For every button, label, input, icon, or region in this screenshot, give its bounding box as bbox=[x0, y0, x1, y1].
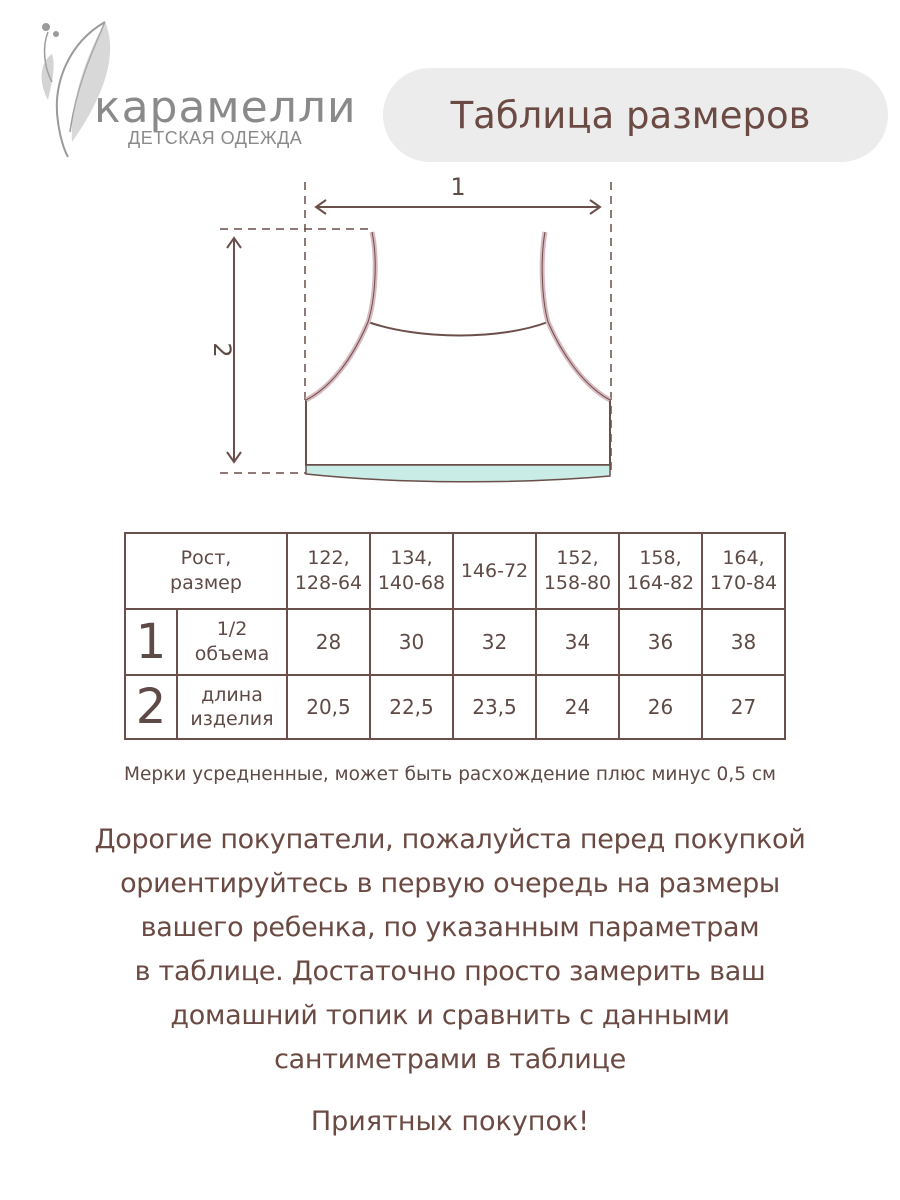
table-cell: 22,5 bbox=[370, 675, 453, 739]
table-cell: 30 bbox=[370, 609, 453, 675]
size-header: 122, 128-64 bbox=[287, 533, 370, 609]
size-header: 158, 164-82 bbox=[619, 533, 702, 609]
table-cell: 23,5 bbox=[453, 675, 536, 739]
table-cell: 34 bbox=[536, 609, 619, 675]
header-row bbox=[125, 533, 785, 609]
size-header: 164, 170-84 bbox=[702, 533, 785, 609]
table-cell: 32 bbox=[453, 609, 536, 675]
table-cell: 26 bbox=[619, 675, 702, 739]
message-line: Дорогие покупатели, пожалуйста перед покупкой bbox=[94, 824, 806, 855]
table-cell: 36 bbox=[619, 609, 702, 675]
size-table bbox=[124, 532, 786, 740]
hem-band bbox=[306, 465, 610, 482]
title-banner bbox=[383, 68, 888, 162]
crop-top-diagram bbox=[200, 160, 640, 500]
corner-header: Рост, размер bbox=[125, 533, 287, 609]
message-line: в таблице. Достаточно просто замерить ваш bbox=[134, 956, 766, 987]
row-label: 1/2 объема bbox=[177, 609, 287, 675]
size-header: 134, 140-68 bbox=[370, 533, 453, 609]
brand-logo bbox=[30, 12, 357, 162]
message-line: домашний топик и сравнить с данными bbox=[170, 1000, 730, 1031]
width-label: 1 bbox=[450, 173, 466, 201]
size-header: 152, 158-80 bbox=[536, 533, 619, 609]
table-cell: 24 bbox=[536, 675, 619, 739]
message-line: сантиметрами в таблице bbox=[274, 1044, 626, 1075]
row-label: длина изделия bbox=[177, 675, 287, 739]
brand-name: карамелли bbox=[94, 82, 357, 133]
table-cell: 38 bbox=[702, 609, 785, 675]
table-cell: 20,5 bbox=[287, 675, 370, 739]
page-title: Таблица размеров bbox=[450, 93, 811, 137]
brand-subtitle: ДЕТСКАЯ ОДЕЖДА bbox=[128, 128, 303, 148]
row-number: 2 bbox=[125, 675, 177, 739]
closing-line: Приятных покупок! bbox=[310, 1106, 590, 1137]
table-row bbox=[125, 609, 785, 675]
top-body bbox=[306, 322, 610, 465]
length-label: 2 bbox=[208, 342, 236, 358]
message-line: ориентируйтесь в первую очередь на размеры bbox=[120, 868, 780, 899]
row-number: 1 bbox=[125, 609, 177, 675]
table-row bbox=[125, 675, 785, 739]
customer-message bbox=[0, 818, 900, 1082]
measurement-note: Мерки усредненные, может быть расхождение плюс минус 0,5 см bbox=[124, 764, 776, 785]
size-header: 146-72 bbox=[453, 533, 536, 609]
table-cell: 28 bbox=[287, 609, 370, 675]
table-cell: 27 bbox=[702, 675, 785, 739]
message-line: вашего ребенка, по указанным параметрам bbox=[140, 912, 760, 943]
